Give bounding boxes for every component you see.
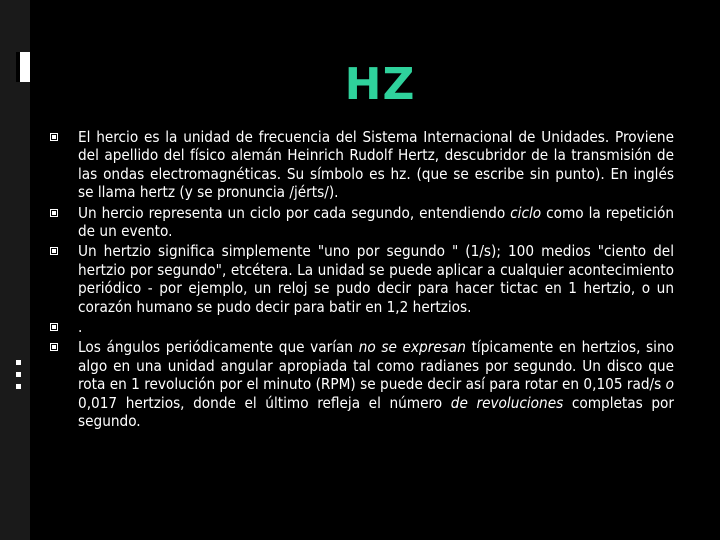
bullet-item (48, 318, 674, 336)
bullet-item (48, 128, 674, 202)
bullet-emphasis: o (665, 375, 674, 394)
mini-square (16, 384, 21, 389)
bullet-text: como la repetición de un evento. (78, 203, 674, 241)
bullet-item (48, 204, 674, 241)
bullet-emphasis: no se expresan (358, 338, 466, 357)
bullet-item (48, 338, 674, 430)
bullet-emphasis: ciclo (510, 203, 542, 222)
square-bullet-icon (50, 343, 59, 352)
bullet-text: . (78, 318, 83, 337)
square-bullet-icon (50, 133, 59, 142)
bullet-text: típicamente en hertzios, sino algo en una unidad angular apropiada tal como radianes por segundo. Un disco que rota en 1 revolución por el minuto (RPM) se puede decir así para rotar en 0,105 rad/s (78, 338, 674, 394)
square-bullet-icon (50, 323, 59, 332)
bullet-text: Un hercio representa un ciclo por cada segundo, entendiendo (78, 203, 511, 222)
bullet-list (48, 128, 674, 433)
bullet-text: Un hertzio significa simplemente "uno por segundo " (1/s); 100 medios "ciento del hertzio por segundo", etcétera. La unidad se puede aplicar a cualquier acontecimiento periódico - por ejemplo, un reloj se pudo decir para hacer tictac en 1 hertzio, o un corazón humano se pudo decir para batir en 1,2 hertzios. (78, 242, 674, 316)
bullet-text: completas por segundo. (78, 393, 674, 431)
bullet-emphasis: de revoluciones (450, 393, 564, 412)
slide-title: HZ (344, 59, 416, 110)
square-bullet-icon (50, 247, 59, 256)
bullet-text: 0,017 hertzios, donde el último refleja el número (78, 393, 451, 412)
square-bullet-icon (50, 209, 59, 218)
bullet-text: Los ángulos periódicamente que varían (78, 338, 359, 357)
bullet-text: El hercio es la unidad de frecuencia del Sistema Internacional de Unidades. Proviene del apellido del físico alemán Heinrich Rudolf Hertz, descubridor de la transmisión de las ondas electromagnéticas. Su símbolo es hz. (que se escribe sin punto). En inglés se llama hertz (y se pronuncia /jérts/). (78, 128, 674, 202)
mini-square (16, 360, 21, 365)
bullet-item (48, 242, 674, 316)
mini-square (16, 372, 21, 377)
